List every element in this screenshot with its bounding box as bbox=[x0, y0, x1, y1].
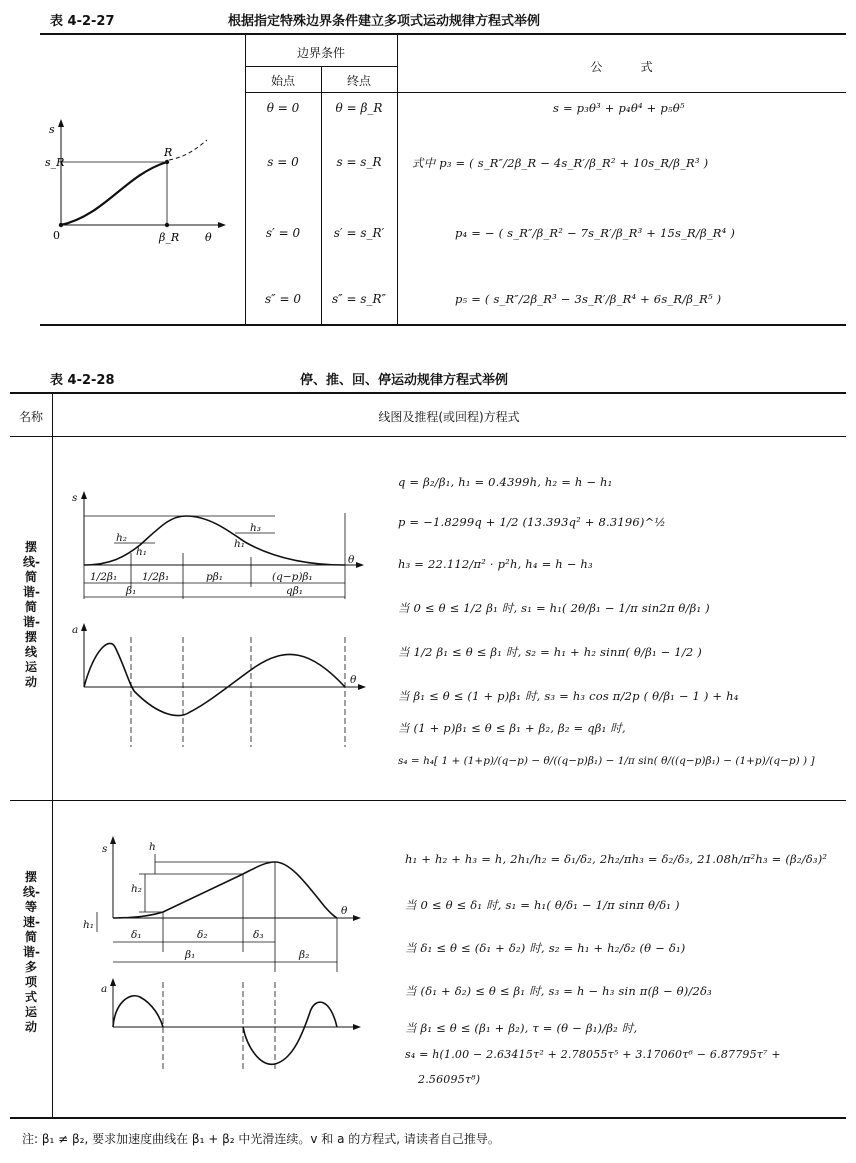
row2-h-label: h bbox=[149, 841, 156, 853]
graph-theta-label: θ bbox=[205, 231, 212, 244]
row1-theta2-label: θ bbox=[350, 674, 357, 686]
table1-bottom-rule bbox=[40, 324, 846, 326]
table1-row1-formula: s = p₃θ³ + p₄θ⁴ + p₅θ⁵ bbox=[553, 101, 685, 115]
graph-origin-label: 0 bbox=[53, 229, 60, 242]
row2-eq-2: 当 0 ≤ θ ≤ δ₁ 时, s₁ = h₁( θ/δ₁ − 1/π sinπ θ/δ₁ ) bbox=[405, 898, 680, 912]
row1-qbeta1-label: qβ₁ bbox=[286, 585, 304, 597]
displacement-curve bbox=[61, 162, 167, 225]
row1-seg1-label: 1/2β₁ bbox=[90, 571, 118, 583]
row2-d1-label: δ₁ bbox=[131, 929, 142, 941]
graph-s-label: s bbox=[49, 123, 55, 136]
table1-row4-end: s″ = s_R″ bbox=[332, 292, 386, 306]
row1-eq-2: p = −1.8299q + 1/2 (13.393q² + 8.3196)^½ bbox=[398, 515, 666, 529]
table1-top-rule bbox=[40, 33, 846, 35]
row1-seg3-label: pβ₁ bbox=[206, 571, 224, 583]
table2-bottom-rule bbox=[10, 1117, 846, 1119]
row2-eq-4: 当 (δ₁ + δ₂) ≤ θ ≤ β₁ 时, s₃ = h − h₃ sin π(β − θ)/2δ₃ bbox=[405, 984, 712, 998]
table2-vline bbox=[52, 392, 53, 1117]
row2-theta-label: θ bbox=[341, 905, 348, 917]
row2-d3-label: δ₃ bbox=[253, 929, 264, 941]
row1-eq-4: 当 0 ≤ θ ≤ 1/2 β₁ 时, s₁ = h₁( 2θ/β₁ − 1/π sin2π θ/β₁ ) bbox=[398, 601, 710, 615]
table1-row4-formula: p₅ = ( s_R″/2β_R³ − 3s_R′/β_R⁴ + 6s_R/β_R⁵ ) bbox=[455, 292, 722, 306]
graph-R-label: R bbox=[164, 146, 173, 159]
row1-h2-label: h₂ bbox=[116, 532, 127, 544]
row2-eq-3: 当 δ₁ ≤ θ ≤ (δ₁ + δ₂) 时, s₂ = h₁ + h₂/δ₂ (θ − δ₁) bbox=[405, 941, 686, 955]
row1-h1b-label: h₁ bbox=[234, 538, 245, 550]
row1-seg2-label: 1/2β₁ bbox=[142, 571, 170, 583]
table1-header-start: 始点 bbox=[270, 74, 295, 88]
row2-eq-6: s₄ = h(1.00 − 2.63415τ² + 2.78055τ⁵ + 3.17060τ⁶ − 6.87795τ⁷ + bbox=[405, 1048, 781, 1061]
table2-header-name: 名称 bbox=[18, 410, 43, 424]
row1-eq-5: 当 1/2 β₁ ≤ θ ≤ β₁ 时, s₂ = h₁ + h₂ sinπ( θ/β₁ − 1/2 ) bbox=[398, 645, 702, 659]
table1-header-end: 终点 bbox=[346, 74, 371, 88]
row2-eq-5: 当 β₁ ≤ θ ≤ (β₁ + β₂), τ = (θ − β₁)/β₂ 时, bbox=[405, 1021, 638, 1035]
table2-row-rule bbox=[10, 800, 846, 801]
row2-graph bbox=[75, 832, 375, 1077]
row1-beta1-label: β₁ bbox=[126, 585, 137, 597]
row1-h1-label: h₁ bbox=[136, 546, 147, 558]
row1-seg4-label: (q−p)β₁ bbox=[272, 571, 313, 583]
table2-top-rule bbox=[10, 392, 846, 394]
row2-d2-label: δ₂ bbox=[197, 929, 208, 941]
table1-row3-start: s′ = 0 bbox=[265, 226, 301, 240]
table1-row2-start: s = 0 bbox=[267, 155, 299, 169]
row1-h3-label: h₃ bbox=[250, 522, 261, 534]
row1-eq-7: 当 (1 + p)β₁ ≤ θ ≤ β₁ + β₂, β₂ = qβ₁ 时, bbox=[398, 721, 626, 735]
table2-header-content: 线图及推程(或回程)方程式 bbox=[378, 410, 520, 424]
table1-displacement-graph bbox=[45, 115, 240, 245]
row1-s-label: s bbox=[72, 492, 78, 504]
table1-vline-3 bbox=[397, 33, 398, 324]
table1-header-boundary: 边界条件 bbox=[296, 46, 345, 60]
table1-row3-formula: p₄ = − ( s_R″/β_R² − 7s_R′/β_R³ + 15s_R/β_R⁴ ) bbox=[455, 226, 736, 240]
table1-row1-start: θ = 0 bbox=[266, 101, 300, 115]
table2-header-rule bbox=[10, 436, 846, 437]
table1-row1-end: θ = β_R bbox=[335, 101, 383, 115]
table1-header-rule bbox=[245, 92, 846, 93]
row2-s-label: s bbox=[102, 843, 108, 855]
table1-row2-formula: 式中 p₃ = ( s_R″/2β_R − 4s_R′/β_R² + 10s_R/β_R³ ) bbox=[412, 156, 709, 170]
row1-graph bbox=[70, 487, 385, 757]
row2-eq-1: h₁ + h₂ + h₃ = h, 2h₁/h₂ = δ₁/δ₂, 2h₂/πh₃ = δ₂/δ₃, 21.08h/π²h₃ = (β₂/δ₃)² bbox=[405, 852, 828, 866]
row2-eq-7: 2.56095τ⁸) bbox=[418, 1073, 481, 1086]
table1-row2-end: s = s_R bbox=[336, 155, 382, 169]
row1-theta-label: θ bbox=[348, 554, 355, 566]
continuation-dash bbox=[169, 140, 207, 160]
table2-title: 停、推、回、停运动规律方程式举例 bbox=[300, 373, 509, 388]
row1-eq-6: 当 β₁ ≤ θ ≤ (1 + p)β₁ 时, s₃ = h₃ cos π/2p ( θ/β₁ − 1 ) + h₄ bbox=[398, 689, 739, 703]
graph-betaR-label: β_R bbox=[159, 231, 180, 244]
row2-h2-label: h₂ bbox=[131, 883, 142, 895]
table1-title: 根据指定特殊边界条件建立多项式运动规律方程式举例 bbox=[228, 14, 541, 29]
row2-beta1-label: β₁ bbox=[185, 949, 196, 961]
row1-name: 摆线-简谐-简谐-摆线运动 bbox=[23, 540, 40, 689]
row1-eq-3: h₃ = 22.112/π² · p²h, h₄ = h − h₃ bbox=[398, 557, 593, 571]
graph-sR-label: s_R bbox=[45, 156, 65, 169]
row2-h1-label: h₁ bbox=[83, 919, 94, 931]
table1-header-formula: 公 式 bbox=[590, 60, 653, 74]
table1-row3-end: s′ = s_R′ bbox=[333, 226, 385, 240]
row2-name: 摆线-等速-简谐-多项式运动 bbox=[23, 870, 40, 1034]
footnote: 注: β₁ ≠ β₂, 要求加速度曲线在 β₁ + β₂ 中光滑连续。v 和 a 的方程式, 请读者自己推导。 bbox=[22, 1132, 500, 1146]
row1-a-label: a bbox=[72, 624, 79, 636]
table1-number: 表 4-2-27 bbox=[50, 14, 115, 29]
row1-eq-1: q = β₂/β₁, h₁ = 0.4399h, h₂ = h − h₁ bbox=[398, 475, 613, 489]
row2-a-label: a bbox=[101, 983, 108, 995]
row1-eq-8: s₄ = h₄[ 1 + (1+p)/(q−p) − θ/((q−p)β₁) − 1/π sin( θ/((q−p)β₁) − (1+p)/(q−p) ) ] bbox=[398, 755, 815, 767]
table1-row4-start: s″ = 0 bbox=[265, 292, 301, 306]
row2-beta2-label: β₂ bbox=[299, 949, 310, 961]
table2-number: 表 4-2-28 bbox=[50, 373, 115, 388]
